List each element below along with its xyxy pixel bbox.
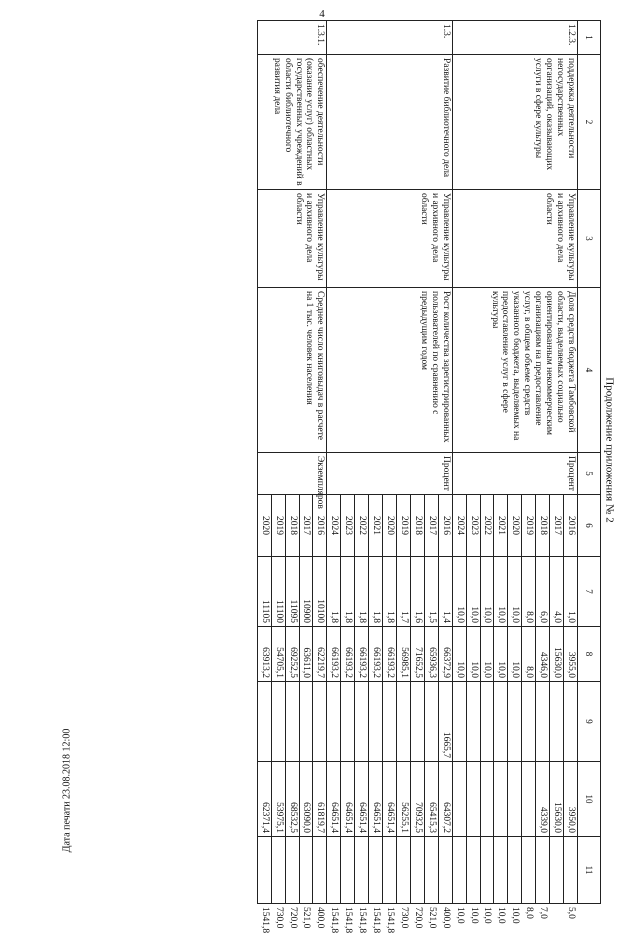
federal-budget-cell bbox=[397, 682, 411, 762]
table-row: 1.3. Развитие библиотечного дела Управление культуры и архивного дела области Рост количества зарегистрированных пользователей по сравнению с предыдущим годом Процент 2016 1,4 66372,9 1665,7 64307,2 400,0 bbox=[438, 21, 452, 904]
local-budget-cell bbox=[383, 837, 397, 904]
section-name-cell: обеспечение деятельности (оказание услуг) областных государственных учреждений в области библиотечного развития дела bbox=[257, 55, 327, 190]
total-funding-cell: 10,0 bbox=[480, 627, 494, 682]
regional-budget-cell: 62371,4 bbox=[257, 762, 271, 837]
total-funding-cell: 63611,0 bbox=[299, 627, 313, 682]
federal-budget-cell bbox=[494, 682, 508, 762]
local-budget-cell bbox=[341, 837, 355, 904]
table-row: 1.3.1. обеспечение деятельности (оказание услуг) областных государственных учреждений в области библиотечного развития дела Управление культуры и архивного дела области Среднее число книговыдач в расчете на 1 тыс. человек населения Экземпляров 2016 10100 62219,7 61819,7 400,0 bbox=[313, 21, 327, 904]
indicator-value-cell: 1,8 bbox=[383, 557, 397, 627]
year-cell: 2016 bbox=[438, 495, 452, 557]
total-funding-cell: 62219,7 bbox=[313, 627, 327, 682]
table-row: 2019 8,0 8,0 8,0 bbox=[522, 21, 536, 904]
column-number-header: 6 bbox=[578, 495, 601, 557]
federal-budget-cell bbox=[564, 682, 578, 762]
regional-budget-cell: 64651,4 bbox=[327, 762, 341, 837]
regional-budget-cell bbox=[508, 762, 522, 837]
column-number-header: 1 bbox=[578, 21, 601, 55]
federal-budget-cell bbox=[299, 682, 313, 762]
regional-budget-cell bbox=[480, 762, 494, 837]
indicator-value-cell: 1,8 bbox=[355, 557, 369, 627]
local-budget-cell bbox=[480, 837, 494, 904]
column-number-header: 3 bbox=[578, 190, 601, 288]
federal-budget-cell bbox=[369, 682, 383, 762]
table-row: 2019 11100 54705,1 53975,1 730,0 bbox=[271, 21, 285, 904]
year-cell: 2019 bbox=[271, 495, 285, 557]
column-number-header: 8 bbox=[578, 627, 601, 682]
total-funding-cell: 71652,5 bbox=[410, 627, 424, 682]
local-budget-cell bbox=[327, 837, 341, 904]
total-funding-cell: 56985,1 bbox=[397, 627, 411, 682]
responsible-executor-cell: Управление культуры и архивного дела области bbox=[327, 190, 452, 288]
indicator-value-cell: 10100 bbox=[313, 557, 327, 627]
local-budget-cell bbox=[494, 837, 508, 904]
column-number-header: 5 bbox=[578, 453, 601, 495]
indicator-value-cell: 1,4 bbox=[438, 557, 452, 627]
local-budget-cell bbox=[452, 837, 466, 904]
regional-budget-cell: 56255,1 bbox=[397, 762, 411, 837]
regional-budget-cell: 61819,7 bbox=[313, 762, 327, 837]
year-cell: 2023 bbox=[341, 495, 355, 557]
total-funding-cell: 15630,0 bbox=[550, 627, 564, 682]
unit-cell: Процент bbox=[327, 453, 452, 495]
local-budget-cell bbox=[369, 837, 383, 904]
year-cell: 2016 bbox=[313, 495, 327, 557]
section-code-cell: 1.3.1. bbox=[257, 21, 327, 55]
regional-budget-cell bbox=[466, 762, 480, 837]
indicator-value-cell: 4,0 bbox=[550, 557, 564, 627]
federal-budget-cell bbox=[550, 682, 564, 762]
local-budget-cell bbox=[285, 837, 299, 904]
federal-budget-cell bbox=[522, 682, 536, 762]
total-funding-cell: 3955,0 bbox=[564, 627, 578, 682]
regional-budget-cell: 53975,1 bbox=[271, 762, 285, 837]
unit-cell: Процент bbox=[452, 453, 577, 495]
federal-budget-cell bbox=[452, 682, 466, 762]
year-cell: 2018 bbox=[536, 495, 550, 557]
indicator-value-cell: 1,5 bbox=[424, 557, 438, 627]
unit-cell: Экземпляров bbox=[257, 453, 327, 495]
indicator-value-cell: 10,0 bbox=[452, 557, 466, 627]
total-funding-cell: 66193,2 bbox=[355, 627, 369, 682]
column-number-header: 11 bbox=[578, 837, 601, 904]
indicator-value-cell: 10900 bbox=[299, 557, 313, 627]
regional-budget-cell: 70932,5 bbox=[410, 762, 424, 837]
local-budget-cell bbox=[355, 837, 369, 904]
total-funding-cell: 4346,0 bbox=[536, 627, 550, 682]
total-funding-cell: 63913,2 bbox=[257, 627, 271, 682]
indicator-value-cell: 1,8 bbox=[369, 557, 383, 627]
total-funding-cell: 10,0 bbox=[494, 627, 508, 682]
table-row: 2024 10,0 10,0 10,0 bbox=[452, 21, 466, 904]
table-row: 2022 10,0 10,0 10,0 bbox=[480, 21, 494, 904]
year-cell: 2018 bbox=[410, 495, 424, 557]
local-budget-cell bbox=[397, 837, 411, 904]
total-funding-cell: 66193,2 bbox=[341, 627, 355, 682]
indicator-name-cell: Рост количества зарегистрированных пользователей по сравнению с предыдущим годом bbox=[327, 288, 452, 453]
year-cell: 2020 bbox=[257, 495, 271, 557]
year-cell: 2021 bbox=[494, 495, 508, 557]
indicator-value-cell: 6,0 bbox=[536, 557, 550, 627]
table-row: 2018 11095 69252,5 68532,5 720,0 bbox=[285, 21, 299, 904]
section-name-cell: поддержка деятельности негосударственных организаций, оказывающих услуги в сфере культуры bbox=[452, 55, 577, 190]
regional-budget-cell: 63090,0 bbox=[299, 762, 313, 837]
table-row: 2020 11105 63913,2 62371,4 1541,8 bbox=[257, 21, 271, 904]
column-number-header: 9 bbox=[578, 682, 601, 762]
indicator-value-cell: 10,0 bbox=[480, 557, 494, 627]
year-cell: 2020 bbox=[383, 495, 397, 557]
federal-budget-cell bbox=[480, 682, 494, 762]
year-cell: 2023 bbox=[466, 495, 480, 557]
federal-budget-cell bbox=[424, 682, 438, 762]
total-funding-cell: 10,0 bbox=[452, 627, 466, 682]
federal-budget-cell bbox=[355, 682, 369, 762]
table-row: 2020 1,8 66193,2 64651,4 1541,8 bbox=[383, 21, 397, 904]
regional-budget-cell bbox=[522, 762, 536, 837]
responsible-executor-cell: Управление культуры и архивного дела области bbox=[452, 190, 577, 288]
table-row: 2024 1,8 66193,2 64651,4 1541,8 bbox=[327, 21, 341, 904]
table-row: 2018 6,0 4346,0 4339,0 7,0 bbox=[536, 21, 550, 904]
table-row: 1.2.3. поддержка деятельности негосударственных организаций, оказывающих услуги в сфере культуры Управление культуры и архивного дела области Доля средств бюджета Тамбовской области, выделяемых социально ориентированным некоммерческим организациям на предоставление услуг, в общем объеме средств указанного бюджета, выделяемых на предоставление услуг в сфере культуры Процент 2016 1,0 3955,0 3950,0 5,0 bbox=[564, 21, 578, 904]
regional-budget-cell: 65415,3 bbox=[424, 762, 438, 837]
year-cell: 2017 bbox=[299, 495, 313, 557]
section-name-cell: Развитие библиотечного дела bbox=[327, 55, 452, 190]
indicator-value-cell: 1,0 bbox=[564, 557, 578, 627]
regional-budget-cell: 68532,5 bbox=[285, 762, 299, 837]
regional-budget-cell: 64307,2 bbox=[438, 762, 452, 837]
regional-budget-cell: 3950,0 bbox=[564, 762, 578, 837]
table-row: 2023 1,8 66193,2 64651,4 1541,8 bbox=[341, 21, 355, 904]
total-funding-cell: 10,0 bbox=[466, 627, 480, 682]
indicator-value-cell: 1,6 bbox=[410, 557, 424, 627]
rotated-table-container bbox=[92, 20, 601, 933]
federal-budget-cell bbox=[257, 682, 271, 762]
column-number-header: 4 bbox=[578, 288, 601, 453]
column-number-header: 10 bbox=[578, 762, 601, 837]
indicator-value-cell: 10,0 bbox=[494, 557, 508, 627]
regional-budget-cell bbox=[494, 762, 508, 837]
regional-budget-cell: 64651,4 bbox=[383, 762, 397, 837]
appendix-continuation-text: Продолжение приложения № 2 bbox=[604, 377, 616, 523]
indicator-value-cell: 1,8 bbox=[327, 557, 341, 627]
federal-budget-cell bbox=[466, 682, 480, 762]
table-row: 2021 10,0 10,0 10,0 bbox=[494, 21, 508, 904]
indicator-name-cell: Среднее число книговыдач в расчете на 1 тыс. человек населения bbox=[257, 288, 327, 453]
regional-budget-cell: 15630,0 bbox=[550, 762, 564, 837]
page-number: 4 bbox=[319, 8, 325, 20]
column-number-header: 2 bbox=[578, 55, 601, 190]
indicator-value-cell: 1,7 bbox=[397, 557, 411, 627]
local-budget-cell bbox=[257, 837, 271, 904]
total-funding-cell: 69252,5 bbox=[285, 627, 299, 682]
program-indicators-table bbox=[257, 20, 601, 933]
regional-budget-cell: 64651,4 bbox=[369, 762, 383, 837]
year-cell: 2022 bbox=[480, 495, 494, 557]
total-funding-cell: 66193,2 bbox=[369, 627, 383, 682]
local-budget-cell bbox=[564, 837, 578, 904]
column-number-header: 7 bbox=[578, 557, 601, 627]
year-cell: 2017 bbox=[424, 495, 438, 557]
federal-budget-cell: 1665,7 bbox=[438, 682, 452, 762]
indicator-value-cell: 11095 bbox=[285, 557, 299, 627]
table-row: 2022 1,8 66193,2 64651,4 1541,8 bbox=[355, 21, 369, 904]
indicator-value-cell: 10,0 bbox=[508, 557, 522, 627]
federal-budget-cell bbox=[410, 682, 424, 762]
local-budget-cell bbox=[466, 837, 480, 904]
regional-budget-cell: 4339,0 bbox=[536, 762, 550, 837]
indicator-value-cell: 8,0 bbox=[522, 557, 536, 627]
print-date-text: Дата печати 23.08.2018 12:00 bbox=[61, 728, 73, 852]
section-code-cell: 1.2.3. bbox=[452, 21, 577, 55]
local-budget-cell bbox=[424, 837, 438, 904]
federal-budget-cell bbox=[383, 682, 397, 762]
local-budget-cell bbox=[508, 837, 522, 904]
local-budget-cell bbox=[438, 837, 452, 904]
column-number-header-row bbox=[578, 21, 601, 904]
local-budget-cell bbox=[299, 837, 313, 904]
table-row: 2017 10900 63611,0 63090,0 521,0 bbox=[299, 21, 313, 904]
print-date bbox=[60, 700, 74, 880]
table-row: 2018 1,6 71652,5 70932,5 720,0 bbox=[410, 21, 424, 904]
table-row: 2017 1,5 65936,3 65415,3 521,0 bbox=[424, 21, 438, 904]
local-budget-cell bbox=[522, 837, 536, 904]
table-row: 2023 10,0 10,0 10,0 bbox=[466, 21, 480, 904]
year-cell: 2024 bbox=[327, 495, 341, 557]
federal-budget-cell bbox=[327, 682, 341, 762]
table-row: 2020 10,0 10,0 10,0 bbox=[508, 21, 522, 904]
indicator-value-cell: 11105 bbox=[257, 557, 271, 627]
table-row: 2021 1,8 66193,2 64651,4 1541,8 bbox=[369, 21, 383, 904]
year-cell: 2024 bbox=[452, 495, 466, 557]
year-cell: 2019 bbox=[522, 495, 536, 557]
year-cell: 2021 bbox=[369, 495, 383, 557]
federal-budget-cell bbox=[536, 682, 550, 762]
indicator-value-cell: 1,8 bbox=[341, 557, 355, 627]
local-budget-cell bbox=[271, 837, 285, 904]
year-cell: 2016 bbox=[564, 495, 578, 557]
total-funding-cell: 66372,9 bbox=[438, 627, 452, 682]
federal-budget-cell bbox=[285, 682, 299, 762]
total-funding-cell: 10,0 bbox=[508, 627, 522, 682]
year-cell: 2020 bbox=[508, 495, 522, 557]
year-cell: 2019 bbox=[397, 495, 411, 557]
section-code-cell: 1.3. bbox=[327, 21, 452, 55]
total-funding-cell: 65936,3 bbox=[424, 627, 438, 682]
total-funding-cell: 8,0 bbox=[522, 627, 536, 682]
total-funding-cell: 66193,2 bbox=[327, 627, 341, 682]
federal-budget-cell bbox=[313, 682, 327, 762]
total-funding-cell: 66193,2 bbox=[383, 627, 397, 682]
regional-budget-cell: 64651,4 bbox=[341, 762, 355, 837]
federal-budget-cell bbox=[508, 682, 522, 762]
year-cell: 2022 bbox=[355, 495, 369, 557]
responsible-executor-cell: Управление культуры и архивного дела области bbox=[257, 190, 327, 288]
indicator-value-cell: 11100 bbox=[271, 557, 285, 627]
indicator-name-cell: Доля средств бюджета Тамбовской области, выделяемых социально ориентированным некоммерческим организациям на предоставление услуг, в общем объеме средств указанного бюджета, выделяемых на предоставление услуг в сфере культуры bbox=[452, 288, 577, 453]
total-funding-cell: 54705,1 bbox=[271, 627, 285, 682]
regional-budget-cell: 64651,4 bbox=[355, 762, 369, 837]
federal-budget-cell bbox=[271, 682, 285, 762]
local-budget-cell bbox=[410, 837, 424, 904]
local-budget-cell bbox=[536, 837, 550, 904]
table-row: 2019 1,7 56985,1 56255,1 730,0 bbox=[397, 21, 411, 904]
regional-budget-cell bbox=[452, 762, 466, 837]
indicator-value-cell: 10,0 bbox=[466, 557, 480, 627]
year-cell: 2017 bbox=[550, 495, 564, 557]
year-cell: 2018 bbox=[285, 495, 299, 557]
federal-budget-cell bbox=[341, 682, 355, 762]
local-budget-cell bbox=[550, 837, 564, 904]
local-budget-cell bbox=[313, 837, 327, 904]
